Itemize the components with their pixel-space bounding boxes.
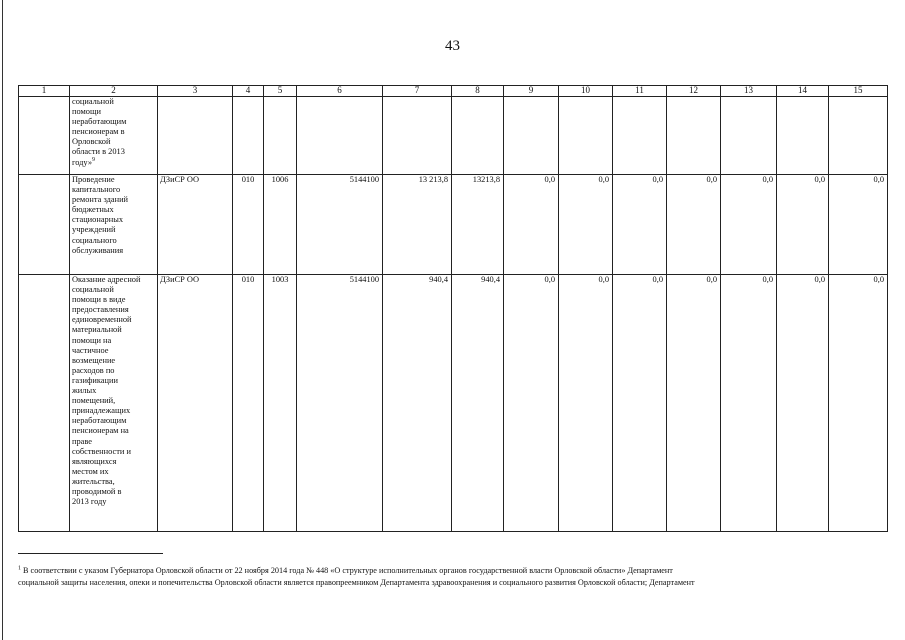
cell-c7: 940,4 xyxy=(383,275,452,532)
description-text: социального xyxy=(72,235,117,245)
description-line xyxy=(72,158,156,168)
description-line xyxy=(72,386,156,396)
description-text: Орловской xyxy=(72,137,111,147)
description-line xyxy=(72,215,156,225)
description-line xyxy=(72,396,156,406)
description-text: году» xyxy=(72,157,93,167)
cell-executor: ДЗиСР ОО xyxy=(158,275,233,532)
cell-c7 xyxy=(383,97,452,175)
description-line xyxy=(72,225,156,235)
description-text: учреждений xyxy=(72,225,116,235)
cell-col-4: 010 xyxy=(233,275,264,532)
cell-c11: 0,0 xyxy=(613,175,667,275)
description-line xyxy=(72,487,156,497)
cell-c11: 0,0 xyxy=(613,275,667,532)
header-cell: 12 xyxy=(667,86,721,97)
footnote-divider xyxy=(18,553,163,554)
header-row xyxy=(19,86,888,97)
description-text: газификации xyxy=(72,375,118,385)
cell-col-4: 010 xyxy=(233,175,264,275)
cell-c6 xyxy=(297,97,383,175)
description-text: частичное xyxy=(72,345,109,355)
cell-c6: 5144100 xyxy=(297,275,383,532)
page-number: 43 xyxy=(445,38,460,54)
description-line xyxy=(72,467,156,477)
header-cell: 4 xyxy=(233,86,264,97)
description-line xyxy=(72,416,156,426)
description-line xyxy=(72,406,156,416)
cell-description xyxy=(70,175,158,275)
description-text: собственности и xyxy=(72,446,131,456)
description-line xyxy=(72,246,156,256)
description-line xyxy=(72,285,156,295)
description-text: помещений, xyxy=(72,396,116,406)
description-text: расходов по xyxy=(72,365,115,375)
description-text: единовременной xyxy=(72,315,132,325)
cell-c11 xyxy=(613,97,667,175)
description-line xyxy=(72,437,156,447)
cell-description xyxy=(70,97,158,175)
description-line xyxy=(72,376,156,386)
cell-col-1 xyxy=(19,275,70,532)
description-line xyxy=(72,175,156,185)
description-text: жилых xyxy=(72,386,97,396)
description-text: стационарных xyxy=(72,215,124,225)
description-line xyxy=(72,497,156,507)
cell-c6: 5144100 xyxy=(297,175,383,275)
header-cell: 1 xyxy=(19,86,70,97)
left-margin-rule xyxy=(2,0,3,640)
description-line xyxy=(72,346,156,356)
cell-c15: 0,0 xyxy=(829,175,888,275)
description-text: предоставления xyxy=(72,305,129,315)
cell-c9 xyxy=(504,97,559,175)
footnote-line xyxy=(18,565,863,577)
description-line xyxy=(72,117,156,127)
description-text: являющихся xyxy=(72,456,117,466)
description-text: помощи xyxy=(72,107,101,117)
cell-col-5: 1003 xyxy=(264,275,297,532)
description-line xyxy=(72,185,156,195)
header-cell: 10 xyxy=(559,86,613,97)
description-line xyxy=(72,315,156,325)
header-cell: 7 xyxy=(383,86,452,97)
description-line xyxy=(72,295,156,305)
description-text: социальной xyxy=(72,97,114,106)
cell-c13 xyxy=(721,97,777,175)
description-text: жительства, xyxy=(72,476,115,486)
description-text: пенсионерам на xyxy=(72,426,129,436)
cell-description xyxy=(70,275,158,532)
cell-c12: 0,0 xyxy=(667,175,721,275)
header-cell: 14 xyxy=(777,86,829,97)
description-line xyxy=(72,236,156,246)
cell-col-1 xyxy=(19,175,70,275)
description-line xyxy=(72,457,156,467)
header-cell: 15 xyxy=(829,86,888,97)
cell-c14: 0,0 xyxy=(777,175,829,275)
description-line xyxy=(72,97,156,107)
description-text: капитального xyxy=(72,185,121,195)
cell-c14: 0,0 xyxy=(777,275,829,532)
cell-c10 xyxy=(559,97,613,175)
description-line xyxy=(72,137,156,147)
cell-c8: 13213,8 xyxy=(452,175,504,275)
header-cell: 8 xyxy=(452,86,504,97)
description-text: бюджетных xyxy=(72,205,114,215)
cell-col-4 xyxy=(233,97,264,175)
description-line xyxy=(72,325,156,335)
cell-c15 xyxy=(829,97,888,175)
description-line xyxy=(72,275,156,285)
description-text: неработающим xyxy=(72,416,127,426)
description-text: неработающим xyxy=(72,117,127,127)
header-cell: 11 xyxy=(613,86,667,97)
description-text: 2013 году xyxy=(72,497,107,507)
cell-col-5: 1006 xyxy=(264,175,297,275)
description-line xyxy=(72,356,156,366)
description-line xyxy=(72,336,156,346)
description-text: принадлежащих xyxy=(72,406,131,416)
cell-c13: 0,0 xyxy=(721,175,777,275)
description-text: помощи в виде xyxy=(72,295,126,305)
cell-c12 xyxy=(667,97,721,175)
description-text: праве xyxy=(72,436,93,446)
description-text: местом их xyxy=(72,466,109,476)
description-line xyxy=(72,447,156,457)
cell-executor: ДЗиСР ОО xyxy=(158,175,233,275)
cell-c13: 0,0 xyxy=(721,275,777,532)
cell-c9: 0,0 xyxy=(504,275,559,532)
cell-c8: 940,4 xyxy=(452,275,504,532)
cell-executor xyxy=(158,97,233,175)
cell-c12: 0,0 xyxy=(667,275,721,532)
cell-c7: 13 213,8 xyxy=(383,175,452,275)
description-line xyxy=(72,147,156,157)
cell-c9: 0,0 xyxy=(504,175,559,275)
description-text: Оказание адресной xyxy=(72,275,141,284)
cell-col-1 xyxy=(19,97,70,175)
table-row xyxy=(19,175,888,275)
description-text: обслуживания xyxy=(72,245,124,255)
description-line xyxy=(72,195,156,205)
cell-c14 xyxy=(777,97,829,175)
header-cell: 2 xyxy=(70,86,158,97)
cell-c10: 0,0 xyxy=(559,275,613,532)
description-text: материальной xyxy=(72,325,122,335)
description-text: пенсионерам в xyxy=(72,127,125,137)
header-cell: 6 xyxy=(297,86,383,97)
description-line xyxy=(72,366,156,376)
header-cell: 13 xyxy=(721,86,777,97)
description-text: помощи на xyxy=(72,335,112,345)
description-line xyxy=(72,305,156,315)
footnote-mark: 1 xyxy=(18,565,21,572)
cell-c15: 0,0 xyxy=(829,275,888,532)
description-text: области в 2013 xyxy=(72,147,125,157)
description-line xyxy=(72,127,156,137)
footnote-text-2: социальной защиты населения, опеки и попечительства Орловской области является правопреемником Департамента здравоохранения и социального развития Орловской области; Департамент xyxy=(18,578,695,587)
budget-table xyxy=(18,85,888,532)
description-line xyxy=(72,477,156,487)
footnote xyxy=(18,565,863,589)
footnote-reference: 9 xyxy=(92,156,96,163)
description-text: проводимой в xyxy=(72,486,122,496)
description-text: социальной xyxy=(72,285,114,295)
footnote-text-1: В соответствии с указом Губернатора Орловской области от 22 ноября 2014 года № 448 «О структуре исполнительных органов государственной власти Орловской области» Департамент xyxy=(23,566,673,575)
header-cell: 3 xyxy=(158,86,233,97)
description-line xyxy=(72,107,156,117)
description-text: Проведение xyxy=(72,175,115,184)
description-text: возмещение xyxy=(72,355,116,365)
cell-col-5 xyxy=(264,97,297,175)
header-cell: 5 xyxy=(264,86,297,97)
cell-c8 xyxy=(452,97,504,175)
description-line xyxy=(72,205,156,215)
table-row xyxy=(19,275,888,532)
table-row xyxy=(19,97,888,175)
description-line xyxy=(72,426,156,436)
cell-c10: 0,0 xyxy=(559,175,613,275)
description-text: ремонта зданий xyxy=(72,195,129,205)
header-cell: 9 xyxy=(504,86,559,97)
